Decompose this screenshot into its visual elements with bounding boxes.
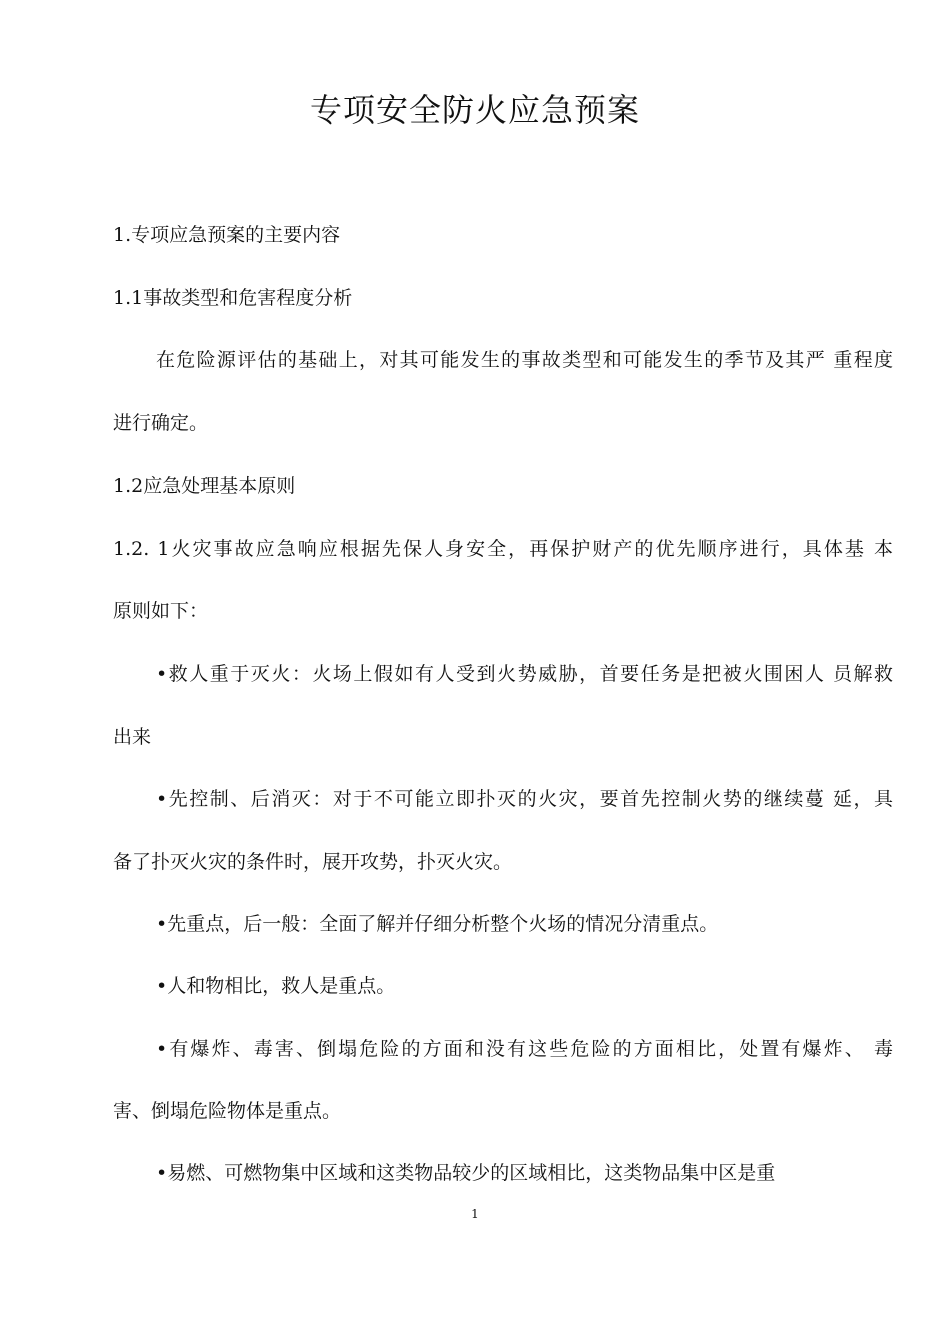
document-title: 专项安全防火应急预案 (309, 91, 640, 129)
heading-1-2-1: 1.2. 1火灾事故应急响应根据先保人身安全，再保护财产的优先顺序进行，具体基 本 (113, 538, 893, 560)
heading-1-2: 1.2应急处理基本原则 (113, 475, 296, 497)
bullet-item: •人和物相比，救人是重点。 (156, 975, 396, 997)
bullet-item: •先控制、后消灭：对于不可能立即扑灭的火灾，要首先控制火势的继续蔓 延，具 (156, 788, 893, 810)
page-number: 1 (471, 1207, 479, 1221)
bullet-continuation: 备了扑灭火灾的条件时，展开攻势，扑灭火灾。 (113, 851, 513, 873)
bullet-item: •救人重于灭火：火场上假如有人受到火势威胁，首要任务是把被火围困人 员解救 (156, 663, 893, 685)
heading-1: 1.专项应急预案的主要内容 (113, 224, 341, 246)
bullet-item: •有爆炸、毒害、倒塌危险的方面和没有这些危险的方面相比，处置有爆炸、 毒 (156, 1038, 893, 1060)
paragraph-line: 原则如下： (113, 600, 209, 622)
bullet-continuation: 出来 (113, 726, 152, 748)
bullet-item: •易燃、可燃物集中区域和这类物品较少的区域相比，这类物品集中区是重 (156, 1162, 776, 1184)
paragraph-line: 在危险源评估的基础上，对其可能发生的事故类型和可能发生的季节及其严 重程度 (156, 349, 893, 371)
bullet-item: •先重点，后一般：全面了解并仔细分析整个火场的情况分清重点。 (156, 913, 719, 935)
bullet-continuation: 害、倒塌危险物体是重点。 (113, 1100, 342, 1122)
heading-1-1: 1.1事故类型和危害程度分析 (113, 287, 353, 309)
paragraph-line: 进行确定。 (113, 412, 209, 434)
